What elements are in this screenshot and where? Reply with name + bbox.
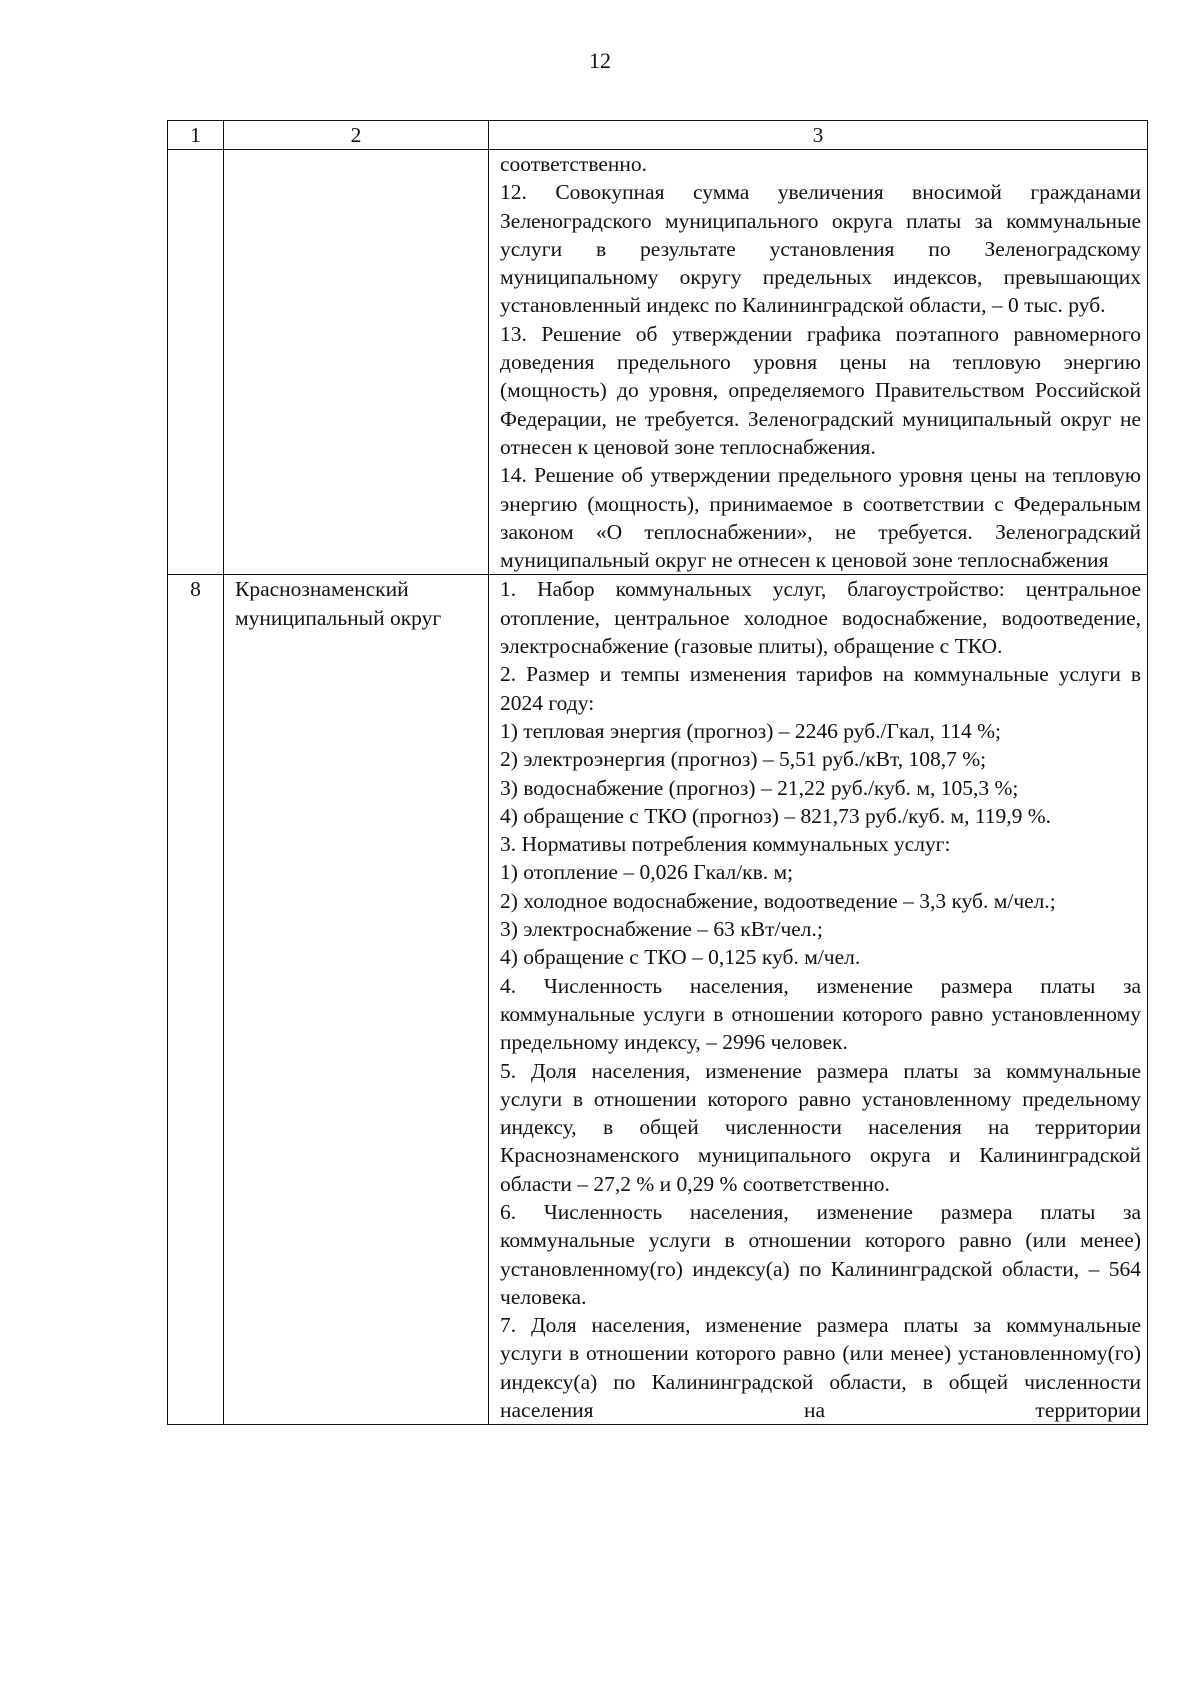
paragraph: соответственно. — [500, 152, 648, 176]
paragraph: 1) тепловая энергия (прогноз) – 2246 руб./Гкал, 114 %; — [500, 718, 1001, 743]
row-number-cell: 8 — [168, 575, 224, 1425]
paragraph: 3) электроснабжение – 63 кВт/чел.; — [500, 917, 823, 942]
municipality-name-cell — [224, 150, 489, 575]
paragraph: 14. Решение об утверждении предельного уровня цены на тепловую энергию (мощность), принимаемое в соответствии с Федеральным законом «О теплоснабжении», не требуется. Зеленоградский муниципальный округ не отнесен к ценовой зоне теплоснабжения — [500, 463, 1141, 573]
header-col-2: 2 — [224, 121, 489, 150]
paragraph: 3. Нормативы потребления коммунальных услуг: — [500, 832, 951, 857]
paragraph: 2) холодное водоснабжение, водоотведение – 3,3 куб. м/чел.; — [500, 888, 1056, 913]
header-col-1: 1 — [168, 121, 224, 150]
page-number: 12 — [589, 48, 611, 73]
table-row — [168, 150, 1148, 575]
paragraph: 2. Размер и темпы изменения тарифов на коммунальные услуги в 2024 году: — [500, 662, 1141, 715]
row-number-cell — [168, 150, 224, 575]
document-table — [167, 120, 1148, 1425]
paragraph: 1. Набор коммунальных услуг, благоустройство: центральное отопление, центральное холодное водоснабжение, водоотведение, электроснабжение (газовые плиты), обращение с ТКО. — [500, 577, 1141, 659]
paragraph: 3) водоснабжение (прогноз) – 21,22 руб./куб. м, 105,3 %; — [500, 775, 1019, 800]
paragraph: 4. Численность населения, изменение размера платы за коммунальные услуги в отношении которого равно установленному предельному индексу, – 2996 человек. — [500, 973, 1141, 1055]
description-cell — [489, 575, 1148, 1425]
paragraph: 12. Совокупная сумма увеличения вносимой гражданами Зеленоградского муниципального округа платы за коммунальные услуги в результате установления по Зеленоградскому муниципальному округу предельных индексов, превышающих установленный индекс по Калининградской области, – 0 тыс. руб. — [500, 180, 1141, 318]
paragraph: 4) обращение с ТКО – 0,125 куб. м/чел. — [500, 945, 861, 970]
paragraph: 13. Решение об утверждении графика поэтапного равномерного доведения предельного уровня цены на тепловую энергию (мощность) до уровня, определяемого Правительством Российской Федерации, не требуется. Зеленоградский муниципальный округ не отнесен к ценовой зоне теплоснабжения. — [500, 321, 1141, 459]
table-row — [168, 575, 1148, 1425]
table-header-row — [168, 121, 1148, 150]
paragraph: 1) отопление – 0,026 Гкал/кв. м; — [500, 860, 794, 885]
municipality-name-cell: Краснознаменский муниципальный округ — [224, 575, 489, 1425]
description-cell — [489, 150, 1148, 575]
paragraph: 6. Численность населения, изменение размера платы за коммунальные услуги в отношении которого равно (или менее) установленному(го) индексу(а) по Калининградской области, – 564 человека. — [500, 1199, 1141, 1309]
paragraph: 5. Доля населения, изменение размера платы за коммунальные услуги в отношении которого равно установленному предельному индексу, в общей численности населения на территории Краснознаменского муниципального округа и Калининградской области – 27,2 % и 0,29 % соответственно. — [500, 1058, 1141, 1196]
header-col-3: 3 — [489, 121, 1148, 150]
paragraph: 4) обращение с ТКО (прогноз) – 821,73 руб./куб. м, 119,9 %. — [500, 803, 1052, 828]
paragraph: 7. Доля населения, изменение размера платы за коммунальные услуги в отношении которого равно (или менее) установленному(го) индексу(а) по Калининградской области, в общей численности населения на территории — [500, 1313, 1141, 1423]
paragraph: 2) электроэнергия (прогноз) – 5,51 руб./кВт, 108,7 %; — [500, 747, 987, 772]
